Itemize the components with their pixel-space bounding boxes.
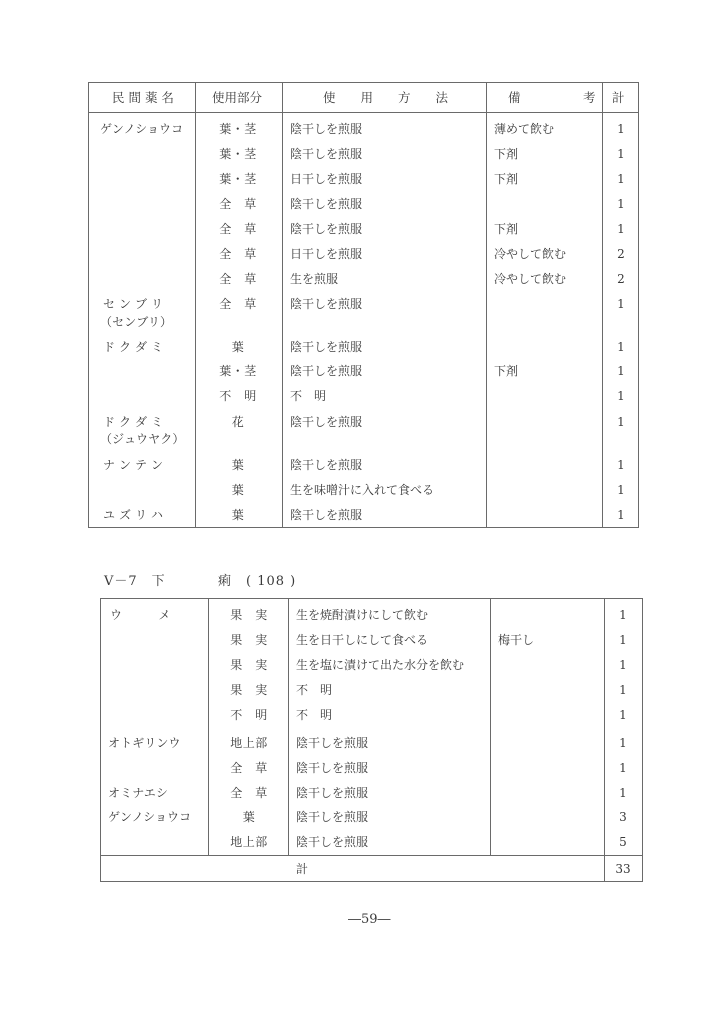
usage-method: 不 明 [296,708,333,722]
remedy-name-alt: （ジュウヤク） [100,432,185,446]
header-divider [88,112,639,113]
count: 5 [619,835,627,849]
count: 1 [617,364,625,378]
part-used: 葉 [231,340,245,354]
remedy-table-1 [88,82,639,528]
part-used: 葉・茎 [219,172,257,186]
count: 1 [617,122,625,136]
part-used: 葉 [242,810,256,824]
count: 1 [617,483,625,497]
notes: 冷やして飲む [494,247,567,261]
section-title: 痢 ( 108 ) [218,574,297,589]
part-used: 不 明 [219,389,257,403]
usage-method: 陰干しを煎服 [296,736,369,750]
usage-method: 陰干しを煎服 [290,458,363,472]
usage-method: 陰干しを煎服 [290,122,363,136]
part-used: 全 草 [230,761,268,775]
notes: 下剤 [494,147,519,161]
usage-method: 陰干しを煎服 [296,786,369,800]
part-used: 全 草 [219,272,257,286]
section-label: V－7 下 [104,574,166,589]
usage-method: 不 明 [296,683,333,697]
notes: 薄めて飲む [494,122,555,136]
usage-method: 生を日干しにして食べる [296,633,429,647]
header-name: 民 間 薬 名 [112,90,174,105]
col-divider [490,598,491,855]
count: 1 [617,415,625,429]
page-number: ―59― [348,912,391,927]
count: 1 [619,658,627,672]
usage-method: 不 明 [290,389,327,403]
col-divider [195,82,196,528]
remedy-name: セ ン ブ リ [103,297,164,311]
remedy-name-alt: （センブリ） [100,315,173,329]
count: 2 [617,272,625,286]
usage-method: 日干しを煎服 [290,172,363,186]
header-method: 使 用 方 法 [323,90,449,105]
usage-method: 日干しを煎服 [290,247,363,261]
part-used: 全 草 [219,197,257,211]
remedy-name: オトギリンウ [108,736,181,750]
count: 1 [619,736,627,750]
part-used: 葉 [231,483,245,497]
part-used: 果 実 [230,608,268,622]
col-divider [282,82,283,528]
usage-method: 生を味噌汁に入れて食べる [290,483,435,497]
part-used: 果 実 [230,633,268,647]
usage-method: 生を塩に漬けて出た水分を飲む [296,658,465,672]
count: 1 [619,608,627,622]
total-divider [100,855,643,856]
part-used: 全 草 [219,297,257,311]
header-notes: 備 考 [508,90,596,105]
usage-method: 陰干しを煎服 [290,297,363,311]
count: 1 [619,786,627,800]
count: 1 [619,761,627,775]
usage-method: 陰干しを煎服 [290,197,363,211]
count: 1 [617,458,625,472]
part-used: 地上部 [230,835,268,849]
notes: 下剤 [494,222,519,236]
remedy-name: ナ ン テ ン [103,458,164,472]
count: 1 [617,297,625,311]
count: 1 [617,197,625,211]
usage-method: 生を焼酎漬けにして飲む [296,608,429,622]
usage-method: 陰干しを煎服 [290,508,363,522]
part-used: 葉・茎 [219,147,257,161]
count: 1 [617,508,625,522]
part-used: 果 実 [230,683,268,697]
count: 1 [619,708,627,722]
col-divider [602,82,603,528]
usage-method: 陰干しを煎服 [290,415,363,429]
col-divider [604,598,605,882]
notes: 下剤 [494,364,519,378]
usage-method: 陰干しを煎服 [296,835,369,849]
count: 1 [619,683,627,697]
part-used: 全 草 [219,222,257,236]
col-divider [486,82,487,528]
count: 1 [617,389,625,403]
count: 1 [617,222,625,236]
part-used: 葉・茎 [219,364,257,378]
count: 1 [617,340,625,354]
header-part: 使用部分 [212,90,263,105]
count: 2 [617,247,625,261]
remedy-name: ド ク ダ ミ [103,415,164,429]
remedy-name: ド ク ダ ミ [103,340,164,354]
part-used: 地上部 [230,736,268,750]
total-value: 33 [615,862,631,876]
count: 1 [617,147,625,161]
notes: 梅干し [498,633,535,647]
part-used: 不 明 [230,708,268,722]
usage-method: 生を煎服 [290,272,339,286]
remedy-name: オミナエシ [108,786,169,800]
total-label: 計 [296,862,309,876]
count: 1 [617,172,625,186]
remedy-name: ウ メ [110,608,171,622]
usage-method: 陰干しを煎服 [296,761,369,775]
count: 1 [619,633,627,647]
part-used: 葉・茎 [219,122,257,136]
notes: 下剤 [494,172,519,186]
part-used: 葉 [231,458,245,472]
part-used: 果 実 [230,658,268,672]
remedy-name: ゲンノショウコ [108,810,192,824]
usage-method: 陰干しを煎服 [290,364,363,378]
usage-method: 陰干しを煎服 [290,340,363,354]
part-used: 花 [231,415,245,429]
remedy-name: ユ ズ リ ハ [103,508,164,522]
usage-method: 陰干しを煎服 [296,810,369,824]
part-used: 葉 [231,508,245,522]
header-count: 計 [612,90,625,105]
remedy-name: ゲンノショウコ [100,122,184,136]
part-used: 全 草 [219,247,257,261]
part-used: 全 草 [230,786,268,800]
usage-method: 陰干しを煎服 [290,222,363,236]
notes: 冷やして飲む [494,272,567,286]
count: 3 [619,810,627,824]
usage-method: 陰干しを煎服 [290,147,363,161]
